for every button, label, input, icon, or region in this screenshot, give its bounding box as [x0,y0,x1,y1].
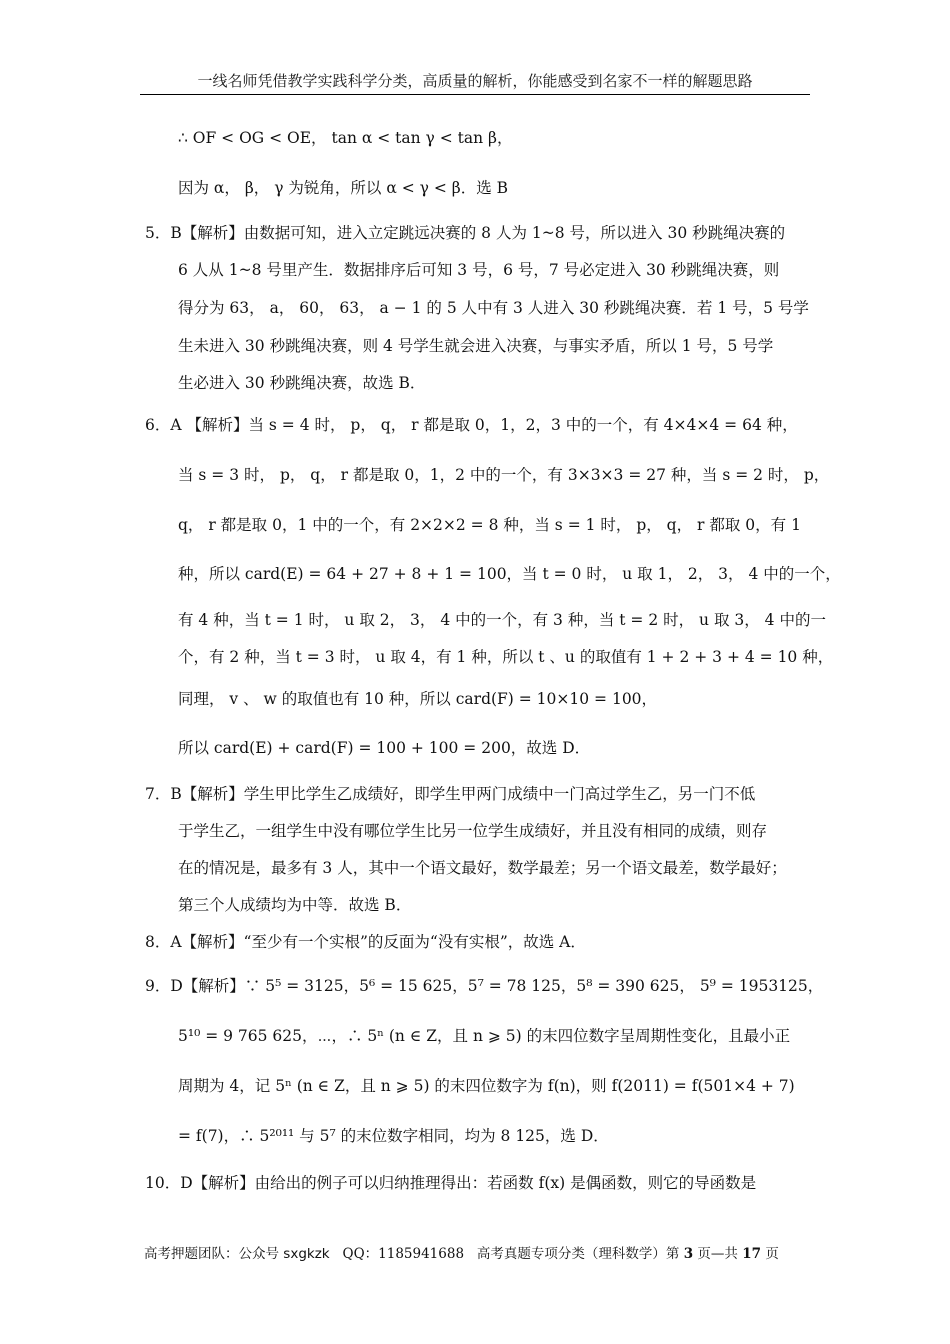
text-line: 于学生乙，一组学生中没有哪位学生比另一位学生成绩好，并且没有相同的成绩，则存 [178,822,768,840]
text-line: 同理， v 、 w 的取值也有 10 种，所以 card(F) = 10×10 = 100， [178,690,658,708]
footer-series: 高考真题专项分类（理科数学）第 [476,1246,680,1262]
text-line: 10．D【解析】由给出的例子可以归纳推理得出：若函数 f(x) 是偶函数，则它的导函数是 [145,1174,757,1192]
text-line: = f(7)，∴ 5²⁰¹¹ 与 5⁷ 的末位数字相同，均为 8 125，选 D． [178,1127,609,1145]
text-line: 生必进入 30 秒跳绳决赛，故选 B． [178,374,426,392]
page-header: 一线名师凭借教学实践科学分类，高质量的解析，你能感受到名家不一样的解题思路 [197,72,753,90]
footer-qq: 1185941688 [378,1246,465,1262]
text-line: 因为 α， β， γ 为锐角，所以 α < γ < β．选 B [178,179,509,197]
text-line: q， r 都是取 0，1 中的一个，有 2×2×2 = 8 种，当 s = 1 时， p， q， r 都取 0，有 1 [178,516,801,534]
text-line: 种，所以 card(E) = 64 + 27 + 8 + 1 = 100，当 t = 0 时， u 取 1， 2， 3， 4 中的一个， [178,565,841,583]
footer-page-end: 页 [765,1246,779,1262]
page-footer [144,1242,810,1262]
text-line: ∴ OF < OG < OE， tan α < tan γ < tan β， [178,129,513,147]
text-line: 所以 card(E) + card(F) = 100 + 100 = 200，故选 D． [178,739,591,757]
text-line: 周期为 4，记 5ⁿ (n ∈ Z，且 n ⩾ 5) 的末四位数字为 f(n)，则 f(2011) = f(501×4 + 7) [178,1077,795,1095]
text-line: 第三个人成绩均为中等．故选 B． [178,896,412,914]
footer-team: 高考押题团队：公众号 [144,1246,279,1262]
text-line: 8．A【解析】“至少有一个实根”的反面为“没有实根”，故选 A． [145,933,586,951]
footer-page-mid: 页—共 [697,1246,738,1262]
text-line: 7．B【解析】学生甲比学生乙成绩好，即学生甲两门成绩中一门高过学生乙，另一门不低 [145,785,756,803]
text-line: 个，有 2 种，当 t = 3 时， u 取 4，有 1 种，所以 t 、u 的取值有 1 + 2 + 3 + 4 = 10 种， [178,648,834,666]
footer-account: sxgkzk [283,1246,330,1262]
text-line: 5¹⁰ = 9 765 625，⋯，∴ 5ⁿ (n ∈ Z，且 n ⩾ 5) 的末四位数字呈周期性变化，且最小正 [178,1027,791,1045]
text-line: 有 4 种，当 t = 1 时， u 取 2， 3， 4 中的一个，有 3 种，当 t = 2 时， u 取 3， 4 中的一 [178,611,826,629]
header-divider [140,94,810,95]
text-line: 生未进入 30 秒跳绳决赛，则 4 号学生就会进入决赛，与事实矛盾，所以 1 号，5 号学 [178,337,774,355]
text-line: 当 s = 3 时， p， q， r 都是取 0，1，2 中的一个，有 3×3×3 = 27 种，当 s = 2 时， p， [178,466,830,484]
text-line: 9．D【解析】∵ 5⁵ = 3125，5⁶ = 15 625，5⁷ = 78 125，5⁸ = 390 625， 5⁹ = 1953125， [145,977,824,995]
text-line: 6 人从 1~8 号里产生．数据排序后可知 3 号，6 号，7 号必定进入 30 秒跳绳决赛，则 [178,261,780,279]
footer-page-total: 17 [742,1246,762,1262]
text-line: 5．B【解析】由数据可知，进入立定跳远决赛的 8 人为 1~8 号，所以进入 30 秒跳绳决赛的 [145,224,786,242]
footer-qq-label: QQ： [342,1246,379,1262]
footer-page-current: 3 [683,1246,694,1262]
text-line: 在的情况是，最多有 3 人，其中一个语文最好，数学最差；另一个语文最差，数学最好； [178,859,787,877]
text-line: 6．A 【解析】当 s = 4 时， p， q， r 都是取 0，1，2，3 中的一个，有 4×4×4 = 64 种， [145,416,798,434]
text-line: 得分为 63， a， 60， 63， a − 1 的 5 人中有 3 人进入 30 秒跳绳决赛．若 1 号，5 号学 [178,299,809,317]
